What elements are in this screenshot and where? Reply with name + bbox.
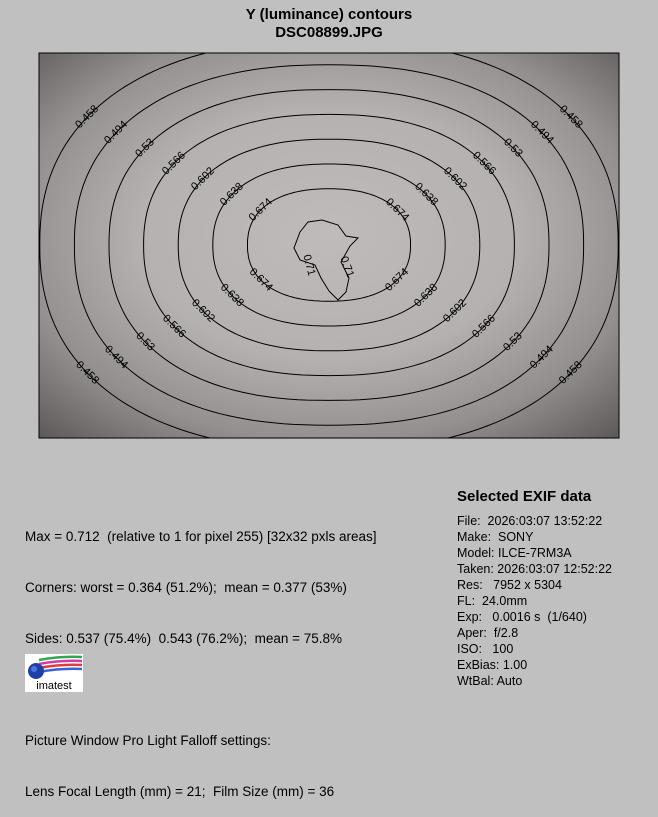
- contour-label: 0.602: [440, 297, 469, 325]
- contour-label: 0.674: [383, 196, 412, 224]
- contour-label: 0.494: [102, 118, 131, 147]
- contour-label: 0.494: [527, 343, 556, 372]
- contour-label: 0.53: [133, 330, 157, 354]
- contour-label: 0.602: [188, 165, 217, 193]
- contour-label: 0.53: [501, 136, 525, 160]
- exif-row: ISO: 100: [457, 642, 514, 656]
- title-line-1: Y (luminance) contours: [245, 6, 413, 23]
- contour-label: 0.602: [189, 297, 218, 325]
- contour-label: 0.566: [470, 149, 499, 178]
- contour-label: 0.458: [556, 358, 585, 387]
- exif-row: Res: 7952 x 5304: [457, 578, 562, 592]
- exif-row: FL: 24.0mm: [457, 594, 528, 608]
- contour-label: 0.638: [217, 180, 246, 209]
- exif-row: Model: ILCE-7RM3A: [457, 546, 572, 560]
- contour-label: 0.458: [73, 358, 102, 387]
- contour-label: 0.638: [412, 180, 441, 209]
- stats-pwp-heading: Picture Window Pro Light Falloff settings:: [25, 733, 271, 748]
- exif-row: File: 2026:03:07 13:52:22: [457, 514, 603, 528]
- exif-row: Exp: 0.0016 s (1/640): [457, 610, 587, 624]
- contour-label: 0.53: [501, 330, 525, 354]
- exif-row: Aper: f/2.8: [457, 626, 519, 640]
- exif-heading: Selected EXIF data: [457, 488, 592, 505]
- contour-label: 0.566: [159, 149, 188, 178]
- imatest-logo: [25, 654, 83, 692]
- contour-label: 0.638: [217, 281, 247, 310]
- logo-text: imatest: [36, 680, 72, 692]
- contour-label: 0.674: [383, 266, 412, 294]
- contour-label: 0.458: [556, 103, 585, 131]
- contour-label: 0.53: [133, 136, 157, 160]
- exif-list: [457, 513, 612, 689]
- contour-label: 0.638: [411, 281, 441, 310]
- contour-label: 0.494: [527, 118, 556, 147]
- contour-label: 0.674: [246, 266, 275, 294]
- contour-label: 0.458: [73, 103, 102, 131]
- contour-label: 0.494: [102, 343, 131, 372]
- exif-row: WtBal: Auto: [457, 674, 523, 688]
- contour-label: 0.566: [160, 312, 189, 341]
- stats-pwp-settings: Lens Focal Length (mm) = 21; Film Size (mm) = 36: [25, 784, 335, 799]
- title-line-2: DSC08899.JPG: [275, 24, 383, 41]
- stats-max: Max = 0.712 (relative to 1 for pixel 255) [32x32 pxls areas]: [25, 529, 377, 544]
- exif-row: Make: SONY: [457, 530, 534, 544]
- plot-area: [39, 53, 619, 438]
- contour-label: 0.71: [300, 253, 318, 278]
- contour-label: 0.674: [246, 196, 275, 224]
- contour-label: 0.602: [441, 165, 470, 193]
- stats-sides: Sides: 0.537 (75.4%) 0.543 (76.2%); mean = 75.8%: [25, 631, 343, 646]
- contour-label: 0.566: [469, 312, 498, 341]
- exif-row: Taken: 2026:03:07 12:52:22: [457, 562, 612, 576]
- stats-corners: Corners: worst = 0.364 (51.2%); mean = 0.377 (53%): [25, 580, 347, 595]
- contour-label: 0.71: [337, 254, 357, 280]
- exif-row: ExBias: 1.00: [457, 658, 528, 672]
